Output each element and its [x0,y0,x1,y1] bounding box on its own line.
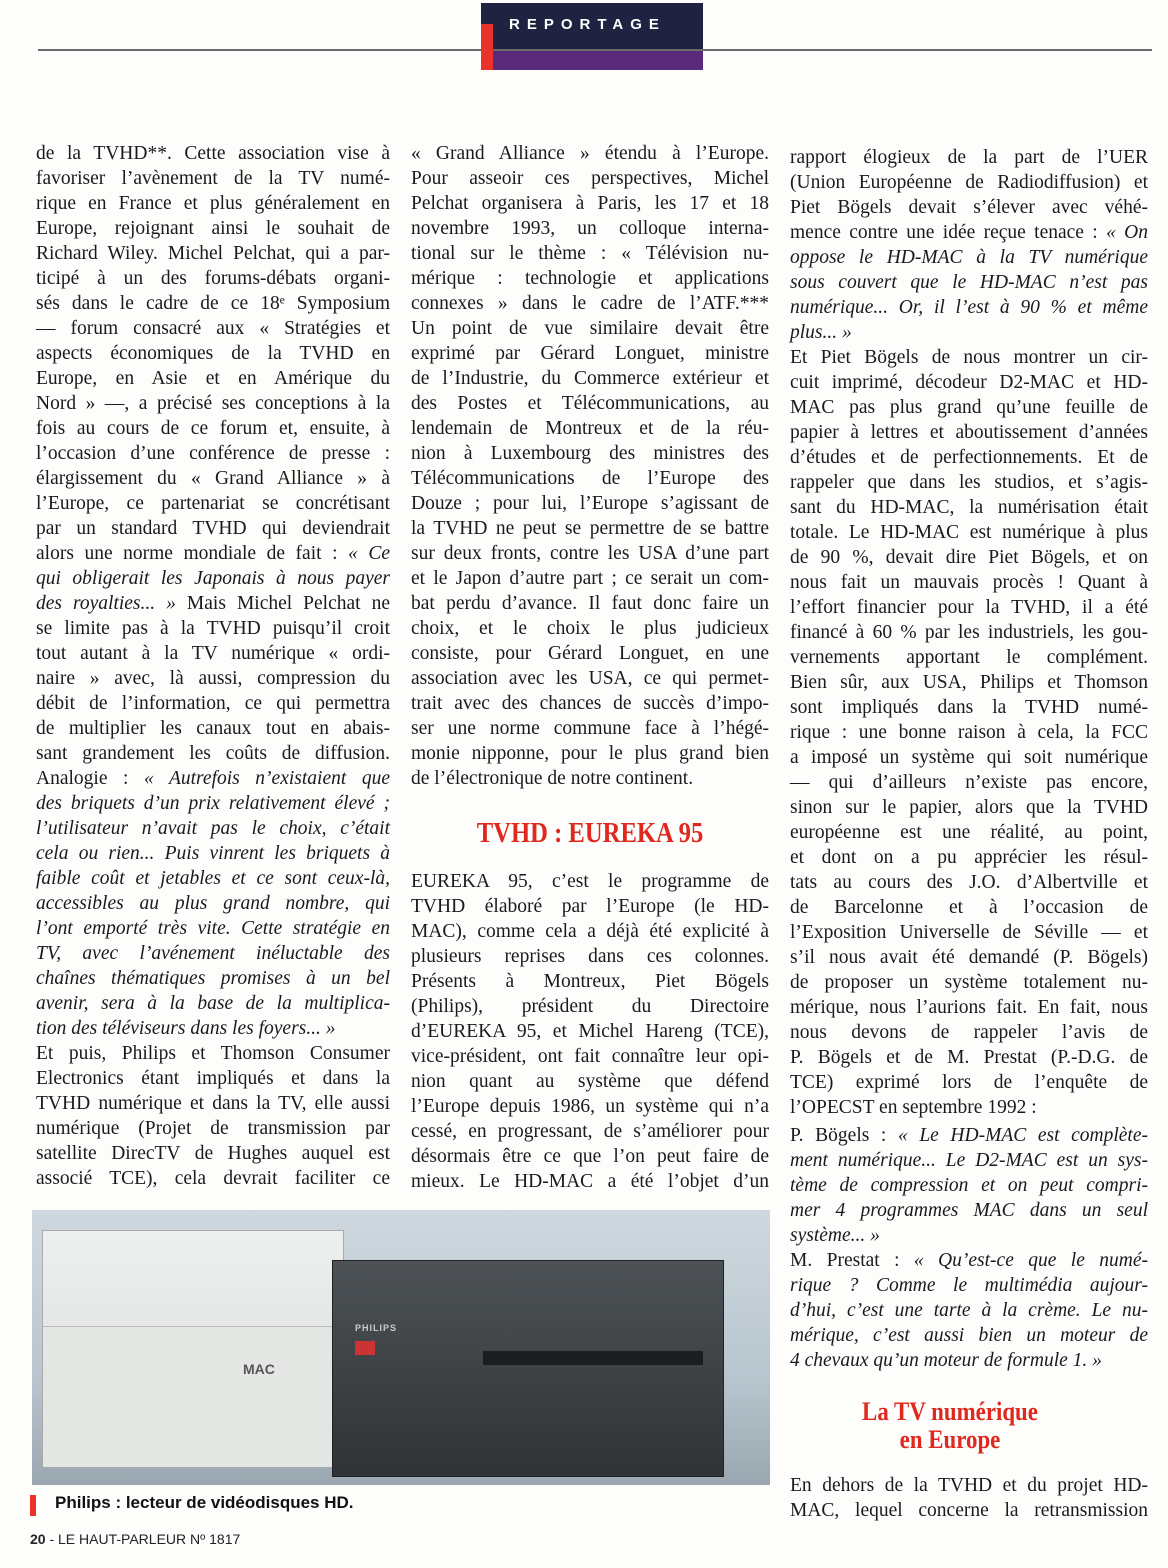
column-3-section-europe [790,1473,1148,1523]
text-line [36,991,390,1016]
text-line [790,320,1148,345]
text-line: plusieurs reprises dans ces colonnes. [411,946,769,967]
text-line: élargissement du « Grand Alliance » à [36,468,390,489]
text-line: nion à Luxembourg des ministres des [411,443,769,464]
text-line: Richard Wiley. Michel Pelchat, qui a par- [36,243,390,264]
text-line: vernements apportant le complément. [790,647,1148,668]
philips-label: PHILIPS [355,1323,398,1333]
text-line [36,541,390,566]
text-line: Et Piet Bögels de nous montrer un cir- [790,347,1148,368]
text-line [36,866,390,891]
text-line: Un point de vue similaire devait être [411,318,769,339]
quote-text: oppose le HD-MAC à la TV numérique [790,247,1148,268]
text-line: de multiplier les canaux tout en abais- [36,718,390,739]
text-line: de la TVHD**. Cette association vise à [36,143,390,164]
section-tag-red-bar [481,24,493,70]
text-line: naire » avec, là aussi, compression du [36,668,390,689]
quote-text: « Autrefois n’existaient que [144,768,390,789]
paragraph [36,141,390,1041]
subheading-eureka: TVHD : EUREKA 95 [476,818,704,849]
paragraph [790,145,1148,345]
text-line: l’Exposition Universelle de Séville — et [790,922,1148,943]
text-line [36,816,390,841]
column-2-section-eureka [411,869,769,1194]
text-line: de 90 %, devait dire Piet Bögels, et on [790,547,1148,568]
text-line: l’OPECST en septembre 1992 : [790,1097,1037,1118]
quote-text: rique ? Comme le multimédia aujour- [790,1275,1148,1296]
text-line: associé TCE), cela devrait faciliter ce [36,1168,390,1189]
text-line [790,1173,1148,1198]
text-line: sant grandement les coûts de diffusion. [36,743,390,764]
quote-text: système... » [790,1225,880,1246]
text-line [790,1348,1148,1373]
hd-mac-decoder-unit [42,1230,344,1467]
text-line: numérique (Projet de transmission par [36,1118,390,1139]
text-line: l’effort financier pour la TVHD, il a été [790,597,1148,618]
text-line: Europe, en Asie et en Amérique du [36,368,390,389]
text-run: P. Bögels : [790,1125,898,1146]
text-line: l’Europe depuis 1986, un système qui n’a [411,1096,769,1117]
paragraph [411,316,769,791]
text-line [790,1198,1148,1223]
text-line: trait avec des chances de succès d’impo- [411,693,769,714]
text-line: rique : une bonne raison à cela, la FCC [790,722,1148,743]
quote-text: numérique... Or, il l’est à 90 % et même [790,297,1148,318]
text-line [36,1016,390,1041]
text-line [790,1123,1148,1148]
text-line: l’Europe, ce partenariat se concrétisant [36,493,390,514]
disc-tray [483,1351,703,1365]
text-line: cessé, en progressant, de s’améliorer pour [411,1121,769,1142]
paragraph [790,1123,1148,1248]
subheading-tv-numerique [809,1398,1091,1454]
text-line: ticipé à un des forums-débats organi- [36,268,390,289]
text-line [790,270,1148,295]
section-tag [481,3,703,49]
text-line: fois au cours de ce forum et, ensuite, à [36,418,390,439]
text-line [790,1148,1148,1173]
text-line: bat perdu d’avance. Il faut donc faire un [411,593,769,614]
caption-marker [30,1495,36,1516]
text-line: cuit imprimé, décodeur D2-MAC et HD- [790,372,1148,393]
text-run: mence contre une idée reçue tenace : [790,222,1107,243]
quote-text: « Qu’est-ce que le numé- [913,1250,1148,1271]
text-line [36,766,390,791]
quote-text: chaînes thématiques promises à un bel [36,968,390,989]
paragraph [36,1041,390,1191]
quote-text: 4 chevaux qu’un moteur de formule 1. » [790,1350,1102,1371]
text-line: Et puis, Philips et Thomson Consumer [36,1043,390,1064]
text-line: par un standard TVHD qui deviendrait [36,518,390,539]
text-line: mieux. Le HD-MAC a été l’objet d’un [411,1171,769,1192]
text-line: sés dans le cadre de ce 18ᵉ Symposium [36,293,390,314]
text-line: a imposé un système qui soit numérique [790,747,1148,768]
text-line: débit de l’information, ce qui permettra [36,693,390,714]
text-line: sant du HD-MAC, la numérisation était [790,497,1148,518]
text-line: s’il nous avait été demandé (P. Bögels) [790,947,1148,968]
text-line: d’EUREKA 95, et Michel Hareng (TCE), [411,1021,769,1042]
text-line: exprimé par Gérard Longuet, ministre [411,343,769,364]
text-line: — forum consacré aux « Stratégies et [36,318,390,339]
text-line: Europe, rejoignant ainsi le souhait de [36,218,390,239]
text-run: Analogie : [36,768,145,789]
text-line [790,1298,1148,1323]
text-line [790,245,1148,270]
text-line: nous fait un mauvais procès ! Quant à [790,572,1148,593]
photo-caption: Philips : lecteur de vidéodisques HD. [55,1493,354,1512]
text-line: En dehors de la TVHD et du projet HD- [790,1475,1148,1496]
text-line: satellite DirecTV de Hughes auquel est [36,1143,390,1164]
text-line [790,295,1148,320]
text-line: d’études et de perfectionnements. Et de [790,447,1148,468]
text-line: Nord » —, a précisé ses conceptions à la [36,393,390,414]
text-line: papier à lettres et aboutissement d’années [790,422,1148,443]
text-line: mérique, nous l’aurions fait. En fait, nous [790,997,1148,1018]
text-line: sinon sur le papier, alors que la TVHD [790,797,1148,818]
text-line [36,841,390,866]
text-line [36,941,390,966]
text-line: (Union Européenne de Radiodiffusion) et [790,172,1148,193]
text-line: désormais être ce que l’on peut faire de [411,1146,769,1167]
text-line: choix, et le choix le plus judicieux [411,618,769,639]
quote-text: tème de compression et on peut compri- [790,1175,1148,1196]
text-line: MAC), comme cela a déjà été explicité à [411,921,769,942]
quote-text: mer 4 programmes MAC dans un seul [790,1200,1148,1221]
text-line: TVHD élaboré par l’Europe (le HD- [411,896,769,917]
text-line: de Barcelonne et à l’occasion de [790,897,1148,918]
text-line: consiste, pour Gérard Longuet, en une [411,643,769,664]
text-line: lendemain de Montreux et de la réu- [411,418,769,439]
quote-text: d’hui, c’est une tarte à la crème. Le nu- [790,1300,1148,1321]
section-tag-purple-bar [493,51,703,70]
text-line: (Philips), président du Directoire [411,996,769,1017]
text-line: et dont on a pu apprécier les résul- [790,847,1148,868]
text-line: totale. Le HD-MAC est numérique à plus [790,522,1148,543]
quote-text: qui obligerait les Japonais à nous payer [36,568,390,589]
quote-text: des royalties... » [36,593,176,614]
text-line: et le Japon d’autre part ; ce serait un com- [411,568,769,589]
text-line: rappeler que dans les studios, et s’agis- [790,472,1148,493]
text-line: mérique : technologie et applications [411,268,769,289]
column-3 [790,145,1148,1373]
text-line: Pour asseoir ces perspectives, Michel [411,168,769,189]
quote-text: accessibles au plus grand nombre, qui [36,893,390,914]
section-label: REPORTAGE [509,16,666,33]
text-line: ser une norme commune face à l’hégé- [411,718,769,739]
quote-text: ment numérique... Le D2-MAC est un sys- [790,1150,1148,1171]
text-line: TVHD numérique et dans la TV, elle aussi [36,1093,390,1114]
text-line: EUREKA 95, c’est le programme de [411,871,769,892]
text-line: P. Bögels et de M. Prestat (P.-D.G. de [790,1047,1148,1068]
text-line: MAC pas plus grand qu’une feuille de [790,397,1148,418]
subheading-line: en Europe [899,1425,1001,1454]
paragraph [790,345,1148,1120]
text-line [36,791,390,816]
paragraph [411,141,769,316]
text-run: alors une norme mondiale de fait : [36,543,349,564]
quote-text: faible coût et jetables et ce sont ceux-là, [36,868,390,889]
text-line [790,220,1148,245]
quote-text: tion des téléviseurs dans les foyers... » [36,1018,336,1039]
text-line: Télécommunications de l’Europe des [411,468,769,489]
text-line: sur deux fronts, contre les USA d’une part [411,543,769,564]
text-line [36,891,390,916]
text-line: sont impliqués dans la TVHD numé- [790,697,1148,718]
text-line: aspects économiques de la TVHD en [36,343,390,364]
paragraph [411,869,769,1194]
quote-text: « On [1106,222,1148,243]
text-line: favoriser l’avènement de la TV numé- [36,168,390,189]
quote-text: des briquets d’un prix relativement élevé ; [36,793,390,814]
text-line [790,1323,1148,1348]
text-line: TCE) exprimé lors de l’enquête de [790,1072,1148,1093]
text-line: tout autant à la TV numérique « ordi- [36,643,390,664]
text-line: novembre 1993, un colloque interna- [411,218,769,239]
paragraph [790,1248,1148,1373]
page-folio [30,1531,240,1547]
text-line: connexes » dans le cadre de l’ATF.*** [411,293,769,314]
text-line [36,966,390,991]
quote-text: « Le HD-MAC est complète- [897,1125,1148,1146]
quote-text: avenir, sera à la base de la multiplica- [36,993,390,1014]
quote-text: plus... » [790,322,852,343]
quote-text: cela ou rien... Puis vinrent les briquets à [36,843,390,864]
quote-text: l’ont emporté très vite. Cette stratégie en [36,918,390,939]
text-line: européenne est une réalité, au point, [790,822,1148,843]
text-line [36,591,390,616]
text-line: Bien sûr, aux USA, Philips et Thomson [790,672,1148,693]
text-line: Douze ; pour lui, l’Europe s’agissant de [411,493,769,514]
text-run: M. Prestat : [790,1250,914,1271]
quote-text: sous couvert que le HD-MAC n’est pas [790,272,1148,293]
publication-name: - LE HAUT-PARLEUR Nº 1817 [45,1531,241,1547]
text-line: financé à 60 % par les industriels, les gou- [790,622,1148,643]
text-line: l’occasion d’une conférence de presse : [36,443,390,464]
text-line: tional sur le thème : « Télévision nu- [411,243,769,264]
player-display [355,1341,375,1355]
text-line: Piet Bögels devait s’élever avec véhé- [790,197,1148,218]
column-1 [36,141,390,1191]
text-line: Pelchat organisera à Paris, les 17 et 18 [411,193,769,214]
text-line: association avec les USA, ce qui permet- [411,668,769,689]
text-line: MAC, lequel concerne la retransmission [790,1500,1148,1521]
page-number: 20 [30,1531,46,1547]
quote-text: mérique, c’est aussi bien un moteur de [790,1325,1148,1346]
text-line: tats au cours des J.O. d’Albertville et [790,872,1148,893]
text-line [790,1248,1148,1273]
subheading-line: La TV numérique [862,1397,1038,1426]
text-line: de l’électronique de notre continent. [411,768,694,789]
quote-text: TV, avec l’avénement inéluctable des [36,943,390,964]
decoder-front-panel [43,1326,343,1467]
mac-label: MAC [243,1361,275,1377]
text-line [36,916,390,941]
column-2 [411,141,769,791]
text-line: vice-président, ont fait connaître leur opi- [411,1046,769,1067]
text-line [36,566,390,591]
hd-videodisc-player [332,1260,724,1477]
text-line: la TVHD ne peut se permettre de se battre [411,518,769,539]
text-line: de l’Industrie, du Commerce extérieur et [411,368,769,389]
text-line [790,1223,1148,1248]
text-line [790,1273,1148,1298]
text-line: nous devons de rappeler l’avis de [790,1022,1148,1043]
text-line: — qui d’ailleurs n’existe pas encore, [790,772,1148,793]
text-line: rapport élogieux de la part de l’UER [790,147,1148,168]
text-line: se limite pas à la TVHD puisqu’il croit [36,618,390,639]
photo-videodisc-players [32,1210,770,1485]
paragraph [790,1473,1148,1523]
text-run: Mais Michel Pelchat ne [175,593,390,614]
text-line: Présents à Montreux, Piet Bögels [411,971,769,992]
text-line: des Postes et Télécommunications, au [411,393,769,414]
text-line: « Grand Alliance » étendu à l’Europe. [411,143,769,164]
text-line: de proposer un système totalement nu- [790,972,1148,993]
quote-text: « Ce [348,543,390,564]
text-line: Electronics étant impliqués et dans la [36,1068,390,1089]
text-line: rique en France et plus généralement en [36,193,390,214]
text-line: nion quant au système que défend [411,1071,769,1092]
text-line: monie nipponne, pour le plus grand bien [411,743,769,764]
quote-text: l’utilisateur n’avait pas le choix, c’était [36,818,390,839]
